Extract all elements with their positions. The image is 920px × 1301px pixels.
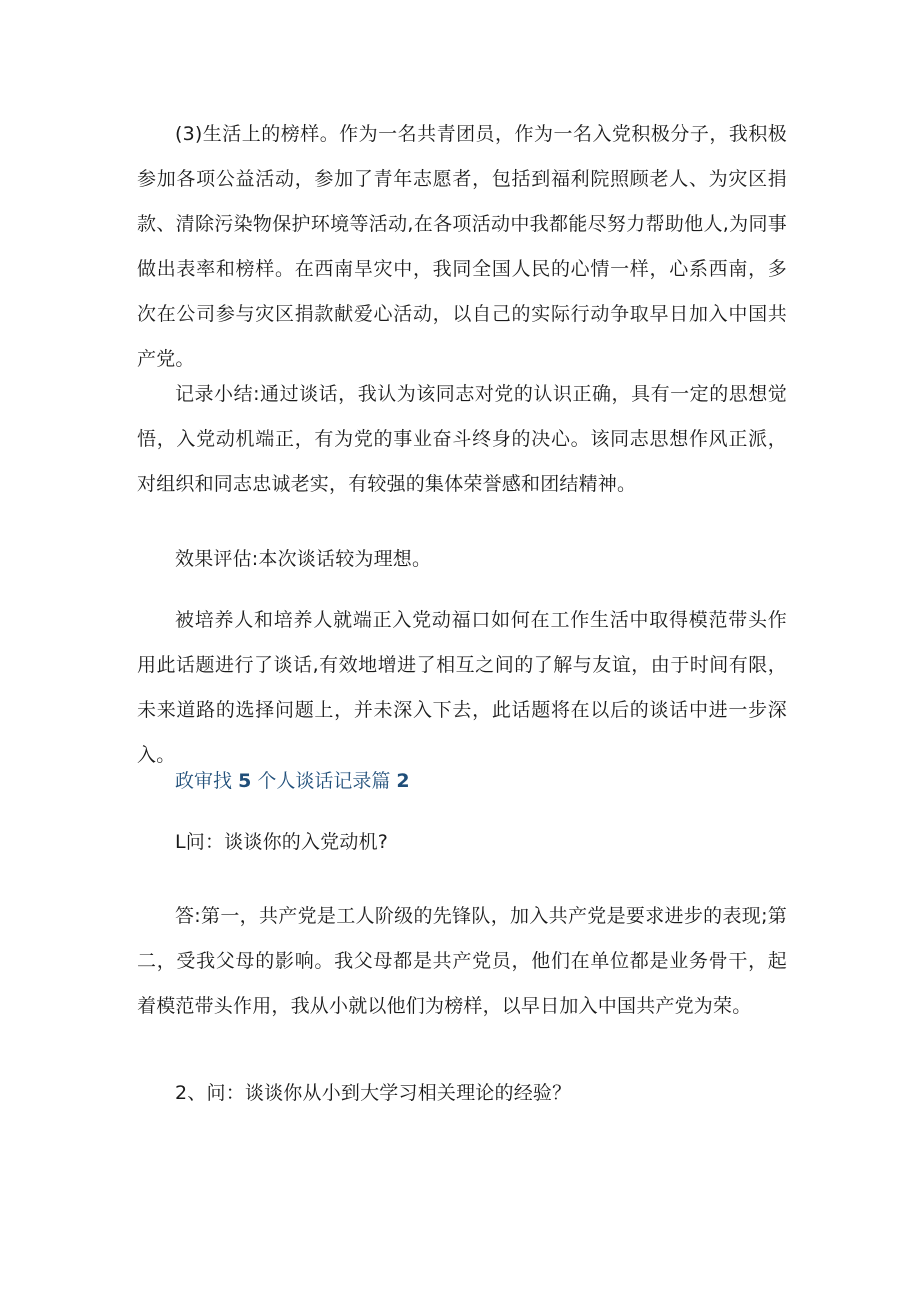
heading-number: 5: [238, 770, 252, 792]
paragraph-discussion-topic: 被培养人和培养人就端正入党动福口如何在工作生活中取得模范带头作用此话题进行了谈话,有效地增进了相互之间的了解与友谊，由于时间有限，未来道路的选择问题上，并未深入下去，此话题将在以后的谈话中进一步深入。: [137, 609, 787, 766]
paragraph-role-model: (3)生活上的榜样。作为一名共青团员，作为一名入党积极分子，我积极参加各项公益活动，参加了青年志愿者，包括到福利院照顾老人、为灾区捐款、清除污染物保护环境等活动,在各项活动中我都能尽努力帮助他人,为同事做出表率和榜样。在西南旱灾中，我同全国人民的心情一样，心系西南，多次在公司参与灾区捐款献爱心活动，以自己的实际行动争取早日加入中国共产党。: [137, 123, 787, 370]
heading-prefix: 政审找: [175, 770, 233, 792]
paragraph-effect-evaluation: 效果评估:本次谈话较为理想。: [175, 548, 432, 570]
question-1: L问：谈谈你的入党动机?: [175, 831, 389, 853]
answer-1: 答:第一，共产党是工人阶级的先锋队，加入共产党是要求进步的表现;第二，受我父母的影响。我父母都是共产党员，他们在单位都是业务骨干，起着模范带头作用，我从小就以他们为榜样，以早日加入中国共产党为荣。: [137, 905, 787, 1017]
heading-suffix: 2: [396, 770, 410, 792]
heading-middle: 个人谈话记录篇: [257, 770, 391, 792]
question-2: 2、问：谈谈你从小到大学习相关理论的经验？: [175, 1082, 572, 1104]
paragraph-record-summary: 记录小结:通过谈话，我认为该同志对党的认识正确，具有一定的思想觉悟，入党动机端正，有为党的事业奋斗终身的决心。该同志思想作风正派，对组织和同志忠诚老实，有较强的集体荣誉感和团结精神。: [137, 383, 787, 495]
section-heading: [175, 759, 410, 804]
